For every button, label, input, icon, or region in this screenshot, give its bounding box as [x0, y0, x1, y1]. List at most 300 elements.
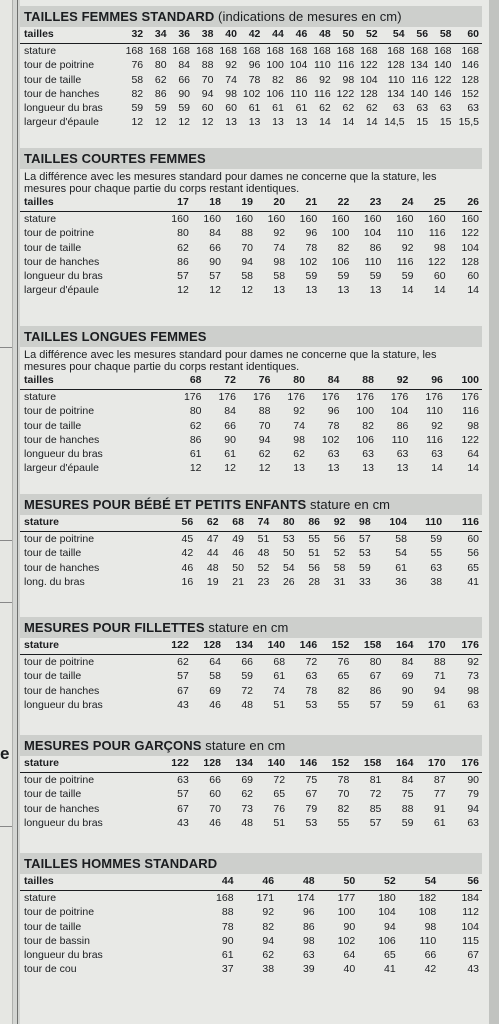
column-header-size: 84	[306, 373, 340, 390]
measurement-cell: 104	[461, 241, 479, 254]
measurement-cell: 50	[282, 547, 295, 560]
size-table	[20, 638, 482, 712]
measurement-cell: 168	[125, 45, 144, 58]
measurement-cell: 55	[337, 816, 350, 829]
column-header-label: tailles	[20, 195, 158, 212]
row-label: tour de taille	[24, 670, 82, 683]
row-label: tour de hanches	[24, 561, 100, 574]
column-header-size: 48	[275, 874, 316, 891]
measurement-cell: 102	[321, 433, 340, 446]
measurement-cell: 168	[387, 45, 405, 58]
column-header-size: 46	[285, 27, 308, 44]
measurement-cell: 67	[369, 670, 382, 683]
row-label: tour de poitrine	[24, 533, 95, 546]
measurement-cell: 108	[418, 906, 437, 919]
column-header-size: 52	[355, 27, 378, 44]
measurement-cell: 65	[273, 788, 286, 801]
measurement-cell: 168	[149, 45, 167, 58]
measurement-cell: 60	[201, 102, 214, 115]
measurement-cell: 176	[218, 391, 236, 404]
measurement-cell: 69	[209, 684, 221, 697]
measurement-cell: 82	[262, 920, 275, 933]
measurement-cell: 160	[235, 213, 254, 226]
row-label: tour de poitrine	[24, 656, 95, 669]
measurement-cell: 65	[384, 949, 396, 962]
measurement-cell: 61	[248, 102, 261, 115]
measurement-cell: 59	[178, 102, 191, 115]
measurement-cell: 73	[467, 670, 479, 683]
table-row	[20, 698, 482, 712]
measurement-cell: 13	[305, 284, 318, 297]
measurement-cell: 110	[387, 73, 405, 86]
measurement-cell: 110	[290, 87, 308, 100]
measurement-cell: 44	[206, 547, 219, 560]
measurement-cell: 76	[337, 656, 350, 669]
measurement-cell: 63	[302, 949, 315, 962]
measurement-cell: 75	[401, 788, 414, 801]
measurement-cell: 176	[425, 391, 443, 404]
measurement-cell: 184	[461, 892, 479, 905]
measurement-cell: 13	[248, 116, 261, 129]
measurement-cell: 92	[262, 906, 275, 919]
measurement-cell: 182	[418, 892, 437, 905]
measurement-cell: 160	[461, 213, 479, 226]
measurement-cell: 61	[433, 816, 446, 829]
measurement-cell: 80	[189, 405, 202, 418]
measurement-cell: 55	[430, 547, 443, 560]
measurement-cell: 104	[360, 73, 378, 86]
measurement-cell: 63	[467, 698, 479, 711]
measurement-cell: 56	[333, 533, 346, 546]
measurement-cell: 94	[433, 684, 446, 697]
measurement-cell: 51	[257, 533, 270, 546]
measurement-cell: 51	[273, 816, 286, 829]
column-header-size: 104	[372, 515, 408, 532]
measurement-cell: 59	[359, 561, 371, 574]
measurement-cell: 74	[273, 241, 286, 254]
measurement-cell: 177	[337, 892, 356, 905]
table-row	[20, 58, 482, 72]
column-header-size: 56	[406, 27, 429, 44]
measurement-cell: 86	[302, 920, 315, 933]
measurement-cell: 91	[433, 802, 446, 815]
measurement-cell: 60	[467, 533, 479, 546]
table-row	[20, 44, 482, 59]
measurement-cell: 116	[462, 405, 479, 418]
column-header-size: 19	[222, 195, 254, 212]
measurement-cell: 94	[258, 433, 271, 446]
measurement-cell: 84	[209, 227, 221, 240]
measurement-cell: 12	[201, 116, 214, 129]
measurement-cell: 61	[224, 448, 236, 461]
column-header-size: 128	[190, 756, 222, 773]
measurement-cell: 98	[273, 255, 286, 268]
measurement-cell: 180	[378, 892, 396, 905]
measurement-cell: 14	[431, 462, 443, 475]
measurement-cell: 60	[225, 102, 237, 115]
measurement-cell: 160	[331, 213, 350, 226]
measurement-cell: 80	[177, 227, 189, 240]
column-header-size: 110	[408, 515, 443, 532]
measurement-cell: 39	[302, 963, 315, 976]
row-label: longueur du bras	[24, 102, 103, 115]
measurement-cell: 168	[219, 45, 237, 58]
measurement-cell: 38	[262, 963, 275, 976]
column-header-size: 152	[318, 638, 350, 655]
measurement-cell: 116	[396, 255, 414, 268]
measurement-cell: 57	[359, 533, 371, 546]
measurement-cell: 128	[461, 73, 479, 86]
measurement-cell: 61	[295, 102, 308, 115]
measurement-cell: 47	[206, 533, 219, 546]
measurement-cell: 79	[467, 788, 479, 801]
measurement-cell: 94	[384, 920, 396, 933]
measurement-cell: 59	[131, 102, 144, 115]
table-row	[20, 433, 482, 447]
column-header-size: 128	[190, 638, 222, 655]
measurement-cell: 92	[293, 405, 305, 418]
measurement-cell: 37	[221, 963, 234, 976]
column-header-size: 176	[447, 756, 482, 773]
measurement-cell: 57	[177, 788, 189, 801]
measurement-cell: 19	[206, 575, 219, 588]
row-label: tour de taille	[24, 788, 82, 801]
measurement-cell: 62	[365, 102, 378, 115]
table-row	[20, 226, 482, 240]
column-header-size: 74	[245, 515, 270, 532]
measurement-cell: 98	[467, 684, 479, 697]
column-header-size: 22	[318, 195, 350, 212]
measurement-cell: 92	[431, 419, 443, 432]
measurement-cell: 56	[467, 547, 479, 560]
measurement-cell: 38	[430, 575, 443, 588]
row-label: tour de taille	[24, 241, 82, 254]
column-header-size: 23	[350, 195, 382, 212]
measurement-cell: 80	[369, 656, 382, 669]
column-header-size: 38	[191, 27, 214, 44]
measurement-cell: 74	[293, 419, 305, 432]
row-label: long. du bras	[24, 575, 85, 588]
measurement-cell: 12	[241, 284, 254, 297]
measurement-cell: 98	[293, 433, 305, 446]
measurement-cell: 14	[342, 116, 355, 129]
right-page-shadow	[489, 0, 499, 1024]
measurement-cell: 86	[369, 684, 382, 697]
measurement-cell: 46	[209, 816, 221, 829]
section-women-long	[20, 326, 482, 475]
table-row	[20, 212, 482, 227]
measurement-cell: 54	[395, 547, 407, 560]
measurement-cell: 56	[308, 561, 321, 574]
row-label: stature	[24, 892, 57, 905]
column-header-size: 34	[144, 27, 167, 44]
table-row	[20, 787, 482, 801]
measurement-cell: 63	[392, 102, 405, 115]
measurement-cell: 62	[241, 788, 254, 801]
measurement-cell: 100	[337, 906, 356, 919]
measurement-cell: 70	[241, 241, 254, 254]
measurement-cell: 128	[461, 255, 479, 268]
measurement-cell: 13	[272, 116, 284, 129]
row-label: largeur d'épaule	[24, 116, 99, 129]
measurement-cell: 122	[461, 433, 479, 446]
table-row	[20, 419, 482, 433]
section-title: MESURES POUR GARÇONS stature en cm	[20, 735, 482, 756]
measurement-cell: 176	[461, 391, 479, 404]
column-header-label: stature	[20, 638, 158, 655]
column-header-label: tailles	[20, 373, 168, 390]
measurement-cell: 75	[305, 774, 318, 787]
column-header-label: stature	[20, 756, 158, 773]
measurement-cell: 104	[363, 227, 382, 240]
measurement-cell: 90	[221, 934, 234, 947]
column-header-size: 18	[190, 195, 222, 212]
measurement-cell: 92	[319, 73, 331, 86]
measurement-cell: 63	[396, 448, 409, 461]
measurement-cell: 13	[293, 462, 305, 475]
row-label: tour de hanches	[24, 87, 100, 100]
measurement-cell: 88	[241, 227, 254, 240]
measurement-cell: 55	[337, 698, 350, 711]
measurement-cell: 92	[467, 656, 479, 669]
measurement-cell: 106	[331, 255, 350, 268]
column-header-size: 122	[158, 638, 190, 655]
measurement-cell: 64	[343, 949, 356, 962]
measurement-cell: 13	[273, 284, 286, 297]
measurement-cell: 176	[321, 391, 340, 404]
measurement-cell: 78	[327, 419, 340, 432]
table-row	[20, 575, 482, 589]
row-label: tour de taille	[24, 920, 82, 933]
measurement-cell: 72	[369, 788, 382, 801]
row-label: tour de cou	[24, 963, 77, 976]
measurement-cell: 66	[241, 656, 254, 669]
measurement-cell: 134	[410, 59, 429, 72]
table-row	[20, 283, 482, 297]
measurement-cell: 160	[267, 213, 286, 226]
measurement-cell: 82	[337, 241, 350, 254]
measurement-cell: 28	[308, 575, 321, 588]
measurement-cell: 51	[308, 547, 321, 560]
section-men-standard	[20, 853, 482, 976]
size-chart-page	[20, 0, 489, 1024]
measurement-cell: 102	[242, 87, 261, 100]
measurement-cell: 15	[416, 116, 429, 129]
measurement-cell: 71	[433, 670, 446, 683]
measurement-cell: 134	[387, 87, 405, 100]
measurement-cell: 66	[424, 949, 437, 962]
measurement-cell: 66	[209, 241, 221, 254]
measurement-cell: 14	[401, 284, 414, 297]
table-row	[20, 241, 482, 255]
measurement-cell: 78	[305, 241, 318, 254]
row-label: tour de poitrine	[24, 774, 95, 787]
measurement-cell: 62	[293, 448, 305, 461]
measurement-cell: 100	[266, 59, 284, 72]
measurement-cell: 70	[258, 419, 271, 432]
column-header-size: 170	[414, 756, 446, 773]
section-women-short	[20, 148, 482, 297]
measurement-cell: 65	[467, 561, 479, 574]
measurement-cell: 14	[467, 284, 479, 297]
measurement-cell: 12	[178, 116, 191, 129]
measurement-cell: 59	[401, 698, 414, 711]
measurement-cell: 57	[209, 270, 221, 283]
measurement-cell: 84	[178, 59, 191, 72]
column-header-size: 26	[447, 195, 482, 212]
margin-letter: e	[0, 744, 10, 763]
section-title: TAILLES HOMMES STANDARD	[20, 853, 482, 874]
measurement-cell: 62	[177, 656, 189, 669]
measurement-cell: 160	[171, 213, 189, 226]
row-label: longueur du bras	[24, 949, 103, 962]
measurement-cell: 41	[384, 963, 396, 976]
measurement-cell: 61	[273, 670, 286, 683]
measurement-cell: 46	[181, 561, 194, 574]
column-header-size: 100	[444, 373, 482, 390]
table-row	[20, 115, 482, 129]
row-label: tour de poitrine	[24, 227, 95, 240]
measurement-cell: 58	[131, 73, 144, 86]
section-girls	[20, 617, 482, 712]
measurement-cell: 90	[224, 433, 236, 446]
measurement-cell: 14	[433, 284, 446, 297]
row-label: largeur d'épaule	[24, 462, 99, 475]
section-title: MESURES POUR BÉBÉ ET PETITS ENFANTS stature en cm	[20, 494, 482, 515]
measurement-cell: 13	[369, 284, 382, 297]
measurement-cell: 98	[302, 934, 315, 947]
measurement-cell: 67	[177, 802, 189, 815]
measurement-cell: 168	[172, 45, 191, 58]
column-header-size: 176	[447, 638, 482, 655]
measurement-cell: 53	[282, 533, 295, 546]
column-header-size: 72	[203, 373, 237, 390]
table-row	[20, 255, 482, 269]
measurement-cell: 51	[273, 698, 286, 711]
table-row	[20, 546, 482, 560]
measurement-cell: 88	[201, 59, 214, 72]
row-label: longueur du bras	[24, 816, 103, 829]
measurement-cell: 63	[439, 102, 452, 115]
measurement-cell: 96	[302, 906, 315, 919]
row-label: longueur du bras	[24, 448, 103, 461]
measurement-cell: 64	[209, 656, 221, 669]
measurement-cell: 90	[209, 255, 221, 268]
measurement-cell: 96	[305, 227, 318, 240]
measurement-cell: 53	[305, 816, 318, 829]
measurement-cell: 112	[462, 906, 479, 919]
column-header-size: 140	[254, 638, 286, 655]
measurement-cell: 59	[337, 270, 350, 283]
measurement-cell: 63	[430, 561, 443, 574]
left-page-edge	[0, 0, 13, 1024]
measurement-cell: 59	[401, 816, 414, 829]
measurement-cell: 14	[365, 116, 378, 129]
column-header-size: 92	[321, 515, 346, 532]
measurement-cell: 12	[224, 462, 236, 475]
measurement-cell: 13	[396, 462, 409, 475]
table-row	[20, 532, 482, 547]
measurement-cell: 116	[411, 73, 429, 86]
row-label: largeur d'épaule	[24, 284, 99, 297]
measurement-cell: 86	[154, 87, 167, 100]
column-header-size: 56	[437, 874, 482, 891]
column-header-size: 96	[409, 373, 443, 390]
measurement-cell: 80	[154, 59, 167, 72]
measurement-cell: 110	[419, 934, 437, 947]
measurement-cell: 67	[305, 788, 318, 801]
measurement-cell: 65	[337, 670, 350, 683]
header-row	[20, 27, 482, 44]
measurement-cell: 168	[410, 45, 429, 58]
table-row	[20, 669, 482, 683]
measurement-cell: 160	[395, 213, 414, 226]
measurement-cell: 98	[342, 73, 355, 86]
measurement-cell: 41	[467, 575, 479, 588]
column-header-size: 46	[235, 874, 276, 891]
measurement-cell: 60	[467, 270, 479, 283]
measurement-cell: 61	[189, 448, 202, 461]
row-label: tour de hanches	[24, 433, 100, 446]
measurement-cell: 160	[299, 213, 318, 226]
measurement-cell: 171	[256, 892, 275, 905]
column-header-size: 24	[382, 195, 414, 212]
measurement-cell: 168	[336, 45, 355, 58]
measurement-cell: 128	[387, 59, 405, 72]
measurement-cell: 81	[369, 774, 382, 787]
section-boys	[20, 735, 482, 830]
measurement-cell: 110	[426, 405, 443, 418]
measurement-cell: 106	[356, 433, 374, 446]
measurement-cell: 104	[289, 59, 308, 72]
row-label: tour de taille	[24, 547, 82, 560]
measurement-cell: 106	[266, 87, 284, 100]
column-header-label: tailles	[20, 27, 121, 44]
measurement-cell: 15,5	[458, 116, 479, 129]
measurement-cell: 36	[395, 575, 407, 588]
measurement-cell: 88	[258, 405, 271, 418]
measurement-cell: 33	[359, 575, 371, 588]
table-row	[20, 905, 482, 919]
measurement-cell: 62	[258, 448, 271, 461]
measurement-cell: 45	[181, 533, 194, 546]
measurement-cell: 66	[178, 73, 191, 86]
measurement-cell: 128	[360, 87, 378, 100]
measurement-cell: 55	[308, 533, 321, 546]
table-row	[20, 404, 482, 418]
measurement-cell: 13	[327, 462, 340, 475]
header-row	[20, 638, 482, 655]
measurement-cell: 176	[356, 391, 374, 404]
measurement-cell: 168	[266, 45, 284, 58]
measurement-cell: 94	[262, 934, 275, 947]
measurement-cell: 94	[201, 87, 214, 100]
column-header-size: 42	[238, 27, 261, 44]
measurement-cell: 104	[378, 906, 396, 919]
row-label: tour de bassin	[24, 934, 90, 947]
header-row	[20, 515, 482, 532]
measurement-cell: 58	[209, 670, 221, 683]
measurement-cell: 78	[305, 684, 318, 697]
measurement-cell: 98	[225, 87, 237, 100]
measurement-cell: 76	[273, 802, 286, 815]
measurement-cell: 58	[333, 561, 346, 574]
column-header-size: 164	[382, 638, 414, 655]
row-label: tour de taille	[24, 419, 82, 432]
measurement-cell: 63	[431, 448, 443, 461]
measurement-cell: 50	[232, 561, 244, 574]
column-header-size: 92	[375, 373, 409, 390]
